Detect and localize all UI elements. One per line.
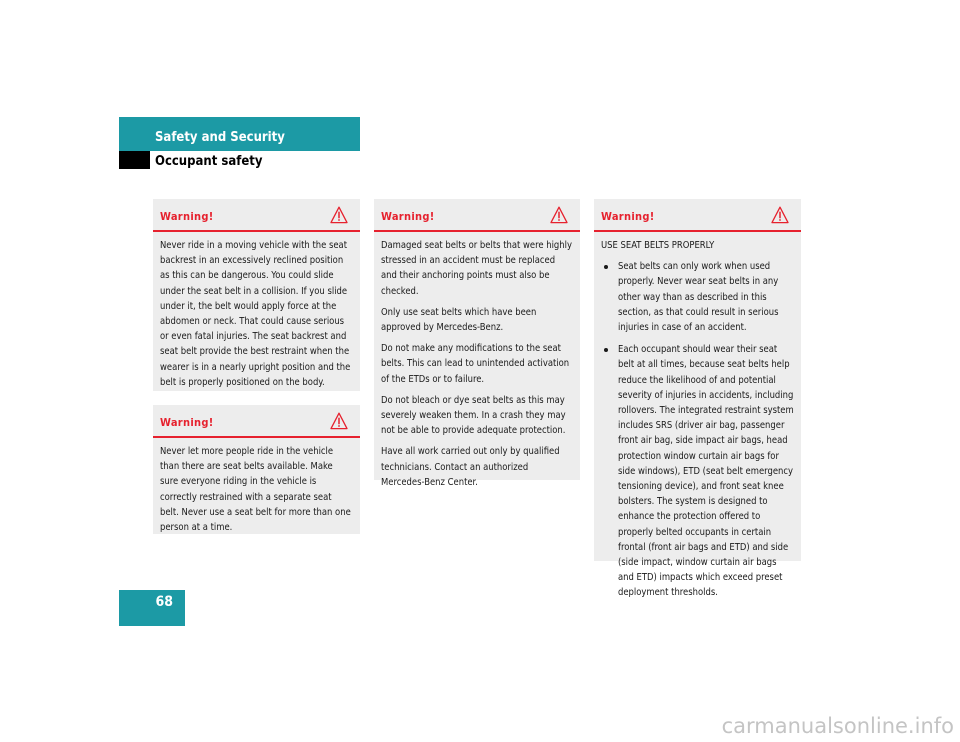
watermark: carmanualsonline.info <box>721 714 954 738</box>
list-item: Seat belts can only work when used properly. Never wear seat belts in any other way than as described in this section, as that could result in serious injuries in case of an accident. <box>601 259 794 335</box>
warning-triangle-icon <box>330 206 348 224</box>
warning-paragraph: Have all work carried out only by qualified technicians. Contact an authorized Mercedes-Benz Center. <box>381 446 560 488</box>
warning-body <box>153 232 360 400</box>
warning-header <box>153 199 360 232</box>
page-number-tab <box>119 590 185 626</box>
warning-triangle-icon <box>550 206 568 224</box>
warning-title: Warning! <box>601 210 655 223</box>
list-item: Each occupant should wear their seat belt at all times, because seat belts help reduce the likelihood of and potential severity of injuries in accidents, including rollovers. The integrated restraint system includes SRS (driver air bag, passenger front air bag, side impact air bags, head protection window curtain air bags for side windows), ETD (seat belt emergency tensioning device), and front seat knee bolsters. The system is designed to enhance the protection offered to properly belted occupants in certain frontal (front air bags and ETD) and side (side impact, window curtain air bags and ETD) impacts which exceed preset deployment thresholds. <box>601 342 794 600</box>
warning-box-seat-count <box>153 405 360 534</box>
warning-paragraph: Do not make any modifications to the seat belts. This can lead to unintended activation of the ETDs or to failure. <box>381 343 570 385</box>
warning-header <box>374 199 580 232</box>
warning-intro: USE SEAT BELTS PROPERLY <box>601 240 715 251</box>
warning-body <box>374 232 580 500</box>
warning-header <box>594 199 801 232</box>
subsection-marker <box>119 151 150 169</box>
warning-triangle-icon <box>771 206 789 224</box>
warning-header <box>153 405 360 438</box>
warning-paragraph: Do not bleach or dye seat belts as this may severely weaken them. In a crash they may not be able to provide adequate protection. <box>381 394 566 437</box>
section-title: Safety and Security <box>155 130 285 145</box>
subsection-title: Occupant safety <box>155 154 263 169</box>
warning-bullet-list <box>601 259 794 600</box>
warning-triangle-icon <box>330 412 348 430</box>
warning-paragraph: Never let more people ride in the vehicle than there are seat belts available. Make sure everyone riding in the vehicle is correctly restrained with a separate seat belt. Never use a seat belt for more than one person at a time. <box>160 446 351 534</box>
warning-box-reclined-seat <box>153 199 360 391</box>
warning-body <box>594 232 801 611</box>
warning-paragraph: Only use seat belts which have been approved by Mercedes-Benz. <box>381 306 537 334</box>
warning-paragraph: Never ride in a moving vehicle with the seat backrest in an excessively reclined position as this can be dangerous. You could slide under the seat belt in a collision. If you slide under it, the belt would apply force at the abdomen or neck. That could cause serious or even fatal injuries. The seat backrest and seat belt provide the best restraint when the wearer is in a nearly upright position and the belt is properly positioned on the body. <box>160 240 351 388</box>
warning-body <box>153 438 360 545</box>
warning-title: Warning! <box>160 416 214 429</box>
warning-paragraph: Damaged seat belts or belts that were highly stressed in an accident must be replaced and their anchoring points must also be checked. <box>381 240 572 297</box>
page-number: 68 <box>155 594 173 610</box>
warning-box-proper-use <box>594 199 801 599</box>
warning-title: Warning! <box>381 210 435 223</box>
warning-title: Warning! <box>160 210 214 223</box>
warning-box-damaged-belts <box>374 199 580 488</box>
